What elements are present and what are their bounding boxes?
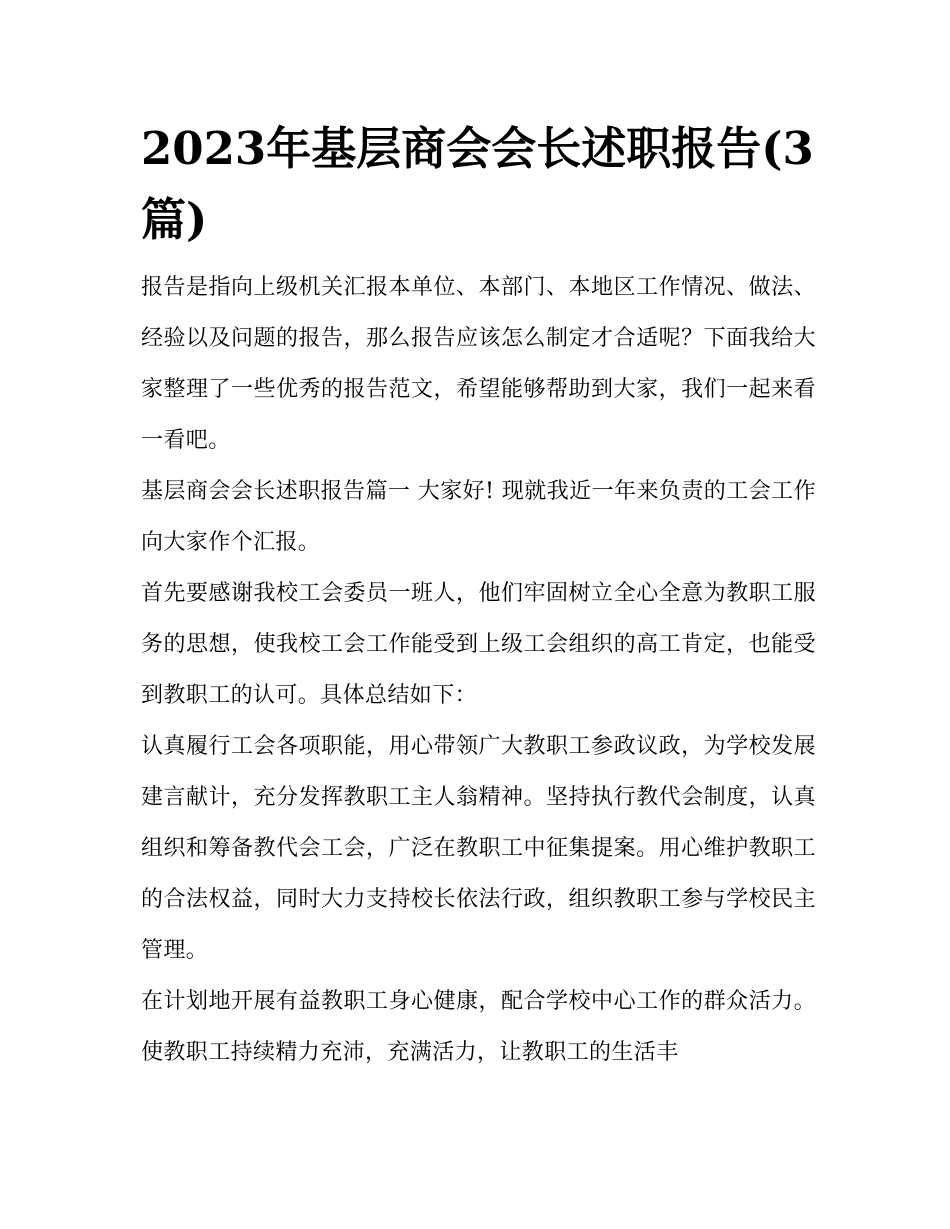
- paragraph-activities: 在计划地开展有益教职工身心健康，配合学校中心工作的群众活力。使教职工持续精力充沛，充满活力，让教职工的生活丰: [141, 989, 816, 1065]
- document-title: 2023年基层商会会长述职报告(3篇): [141, 122, 814, 246]
- paragraph-duties: 认真履行工会各项职能，用心带领广大教职工参政议政，为学校发展建言献计，充分发挥教职工主人翁精神。坚持执行教代会制度，认真组织和筹备教代会工会，广泛在教职工中征集提案。用心维护教职工的合法权益，同时大力支持校长依法行政，组织教职工参与学校民主管理。: [141, 734, 816, 963]
- document-body: [141, 113, 816, 1078]
- paragraph-greeting: 基层商会会长述职报告篇一 大家好! 现就我近一年来负责的工会工作向大家作个汇报。: [141, 479, 816, 555]
- paragraph-thanks: 首先要感谢我校工会委员一班人，他们牢固树立全心全意为教职工服务的思想，使我校工会工作能受到上级工会组织的高工肯定，也能受到教职工的认可。具体总结如下：: [141, 581, 816, 708]
- paragraph-intro: 报告是指向上级机关汇报本单位、本部门、本地区工作情况、做法、经验以及问题的报告，那么报告应该怎么制定才合适呢？下面我给大家整理了一些优秀的报告范文，希望能够帮助到大家，我们一起来看一看吧。: [141, 275, 816, 453]
